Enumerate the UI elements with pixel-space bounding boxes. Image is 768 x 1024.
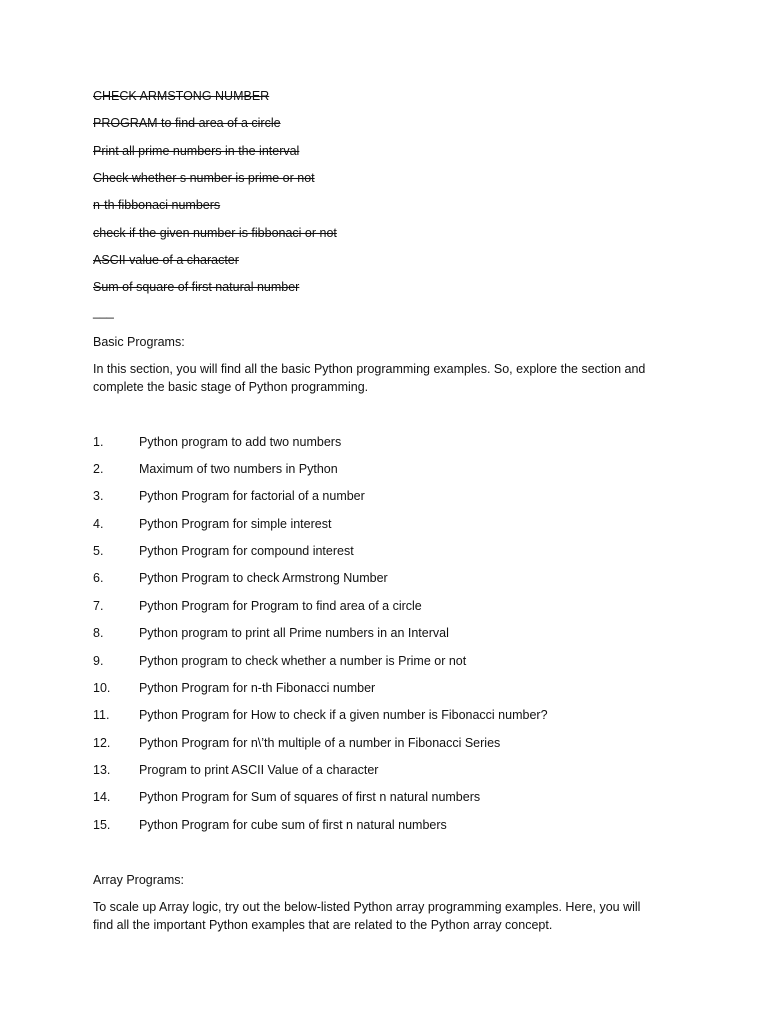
list-item: [93, 516, 331, 533]
list-item-text: Maximum of two numbers in Python: [139, 462, 338, 476]
list-item-number: 6.: [93, 571, 104, 585]
basic-intro-line-2: complete the basic stage of Python programming.: [93, 379, 369, 394]
struck-item-primes-interval: Print all prime numbers in the interval: [93, 144, 300, 158]
list-item-number: 1.: [93, 435, 104, 449]
list-item-text: Python Program for How to check if a given number is Fibonacci number?: [139, 708, 548, 722]
array-programs-heading: Array Programs:: [93, 873, 184, 887]
list-item-text: Python Program to check Armstrong Number: [139, 571, 388, 585]
list-item: [93, 653, 466, 670]
list-item: [93, 707, 548, 724]
struck-item-prime-check: Check whether s number is prime or not: [93, 171, 315, 185]
list-item-number: 9.: [93, 654, 104, 668]
struck-item-circle-area: PROGRAM to find area of a circle: [93, 116, 281, 130]
list-item-number: 10.: [93, 681, 111, 695]
array-intro-line-1: To scale up Array logic, try out the below-listed Python array programming examples. Here, you will: [93, 900, 641, 914]
list-item-number: 8.: [93, 626, 104, 640]
list-item-number: 12.: [93, 736, 111, 750]
array-intro-line-2: find all the important Python examples that are related to the Python array concept.: [93, 917, 553, 932]
separator-line: ___: [93, 305, 114, 319]
list-item: [93, 434, 341, 451]
struck-item-ascii-value: ASCII value of a character: [93, 253, 239, 267]
list-item-text: Python Program for Program to find area of a circle: [139, 599, 422, 613]
struck-item-armstrong: CHECK ARMSTONG NUMBER: [93, 89, 270, 103]
struck-item-nth-fibonacci: n-th fibbonaci numbers: [93, 198, 221, 212]
list-item-text: Python program to print all Prime numbers in an Interval: [139, 626, 449, 640]
list-item-text: Python Program for compound interest: [139, 544, 354, 558]
list-item-text: Python Program for factorial of a number: [139, 489, 365, 503]
list-item: [93, 817, 447, 834]
list-item-text: Python Program for n-th Fibonacci number: [139, 681, 376, 695]
struck-item-fibonacci-check: check if the given number is fibbonaci or not: [93, 226, 337, 240]
struck-item-sum-squares: Sum of square of first natural number: [93, 280, 300, 294]
list-item: [93, 488, 365, 505]
list-item: [93, 625, 449, 642]
list-item-text: Python program to check whether a number is Prime or not: [139, 654, 467, 668]
list-item: [93, 570, 388, 587]
list-item: [93, 762, 378, 779]
basic-programs-heading: Basic Programs:: [93, 335, 185, 349]
list-item: [93, 680, 375, 697]
list-item-text: Python Program for cube sum of first n natural numbers: [139, 818, 447, 832]
list-item-number: 15.: [93, 818, 111, 832]
list-item-text: Python program to add two numbers: [139, 435, 342, 449]
array-programs-intro: [93, 899, 678, 934]
list-item-text: Python Program for simple interest: [139, 517, 332, 531]
list-item-number: 5.: [93, 544, 104, 558]
basic-programs-intro: [93, 361, 678, 396]
list-item-text: Program to print ASCII Value of a character: [139, 763, 379, 777]
list-item: [93, 598, 422, 615]
list-item-number: 11.: [93, 708, 110, 722]
list-item-number: 14.: [93, 790, 111, 804]
list-item-number: 13.: [93, 763, 111, 777]
list-item-number: 2.: [93, 462, 104, 476]
list-item-number: 7.: [93, 599, 104, 613]
list-item: [93, 735, 500, 752]
list-item-number: 4.: [93, 517, 104, 531]
list-item: [93, 789, 480, 806]
list-item: [93, 461, 338, 478]
basic-intro-line-1: In this section, you will find all the basic Python programming examples. So, explore the section and: [93, 362, 646, 376]
list-item: [93, 543, 354, 560]
list-item-text: Python Program for n\’th multiple of a number in Fibonacci Series: [139, 736, 501, 750]
list-item-text: Python Program for Sum of squares of first n natural numbers: [139, 790, 481, 804]
list-item-number: 3.: [93, 489, 104, 503]
